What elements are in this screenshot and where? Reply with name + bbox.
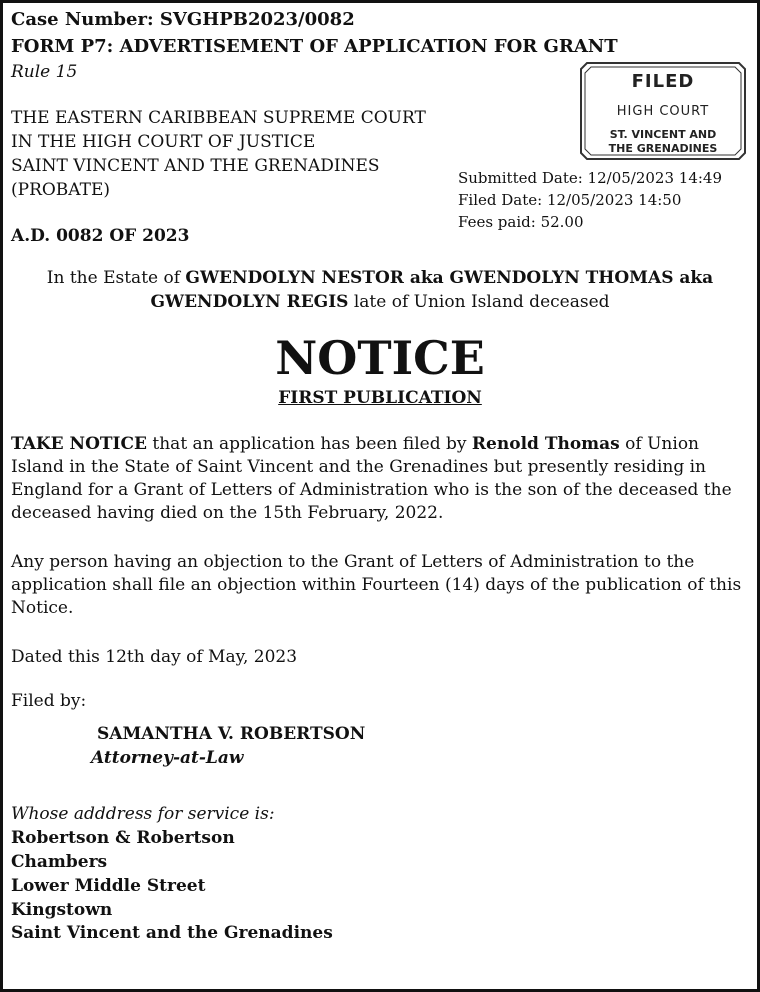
stamp-line-1: HIGH COURT bbox=[616, 104, 710, 119]
stamp-title: FILED bbox=[631, 71, 695, 92]
applicant-name: Renold Thomas bbox=[471, 434, 620, 454]
estate-deceased-name-1: GWENDOLYN NESTOR aka GWENDOLYN THOMAS aka bbox=[185, 268, 714, 288]
stamp-line-2: ST. VINCENT AND bbox=[609, 128, 717, 141]
address-line-3: Lower Middle Street bbox=[11, 876, 206, 896]
address-line-2: Chambers bbox=[11, 852, 108, 872]
attorney-name: SAMANTHA V. ROBERTSON bbox=[97, 724, 366, 744]
filed-date: Filed Date: 12/05/2023 14:50 bbox=[458, 191, 682, 209]
paragraph-1-part-2: of Union Island in the State of Saint Vincent and the Grenadines but presently residing in England for a Grant of Letters of Administration who is the son of the deceased the deceased having died on the 15th February, 2022. bbox=[11, 434, 732, 523]
notice-paragraph-2: Any person having an objection to the Grant of Letters of Administration to the application shall file an objection within Fourteen (14) days of the publication of this Notice. bbox=[11, 552, 742, 618]
take-notice-lead: TAKE NOTICE bbox=[11, 434, 147, 454]
fees-paid: Fees paid: 52.00 bbox=[458, 213, 584, 231]
estate-prefix: In the Estate of bbox=[46, 268, 186, 288]
court-line-3: SAINT VINCENT AND THE GRENADINES bbox=[11, 156, 380, 176]
notice-subtitle: FIRST PUBLICATION bbox=[278, 388, 482, 408]
court-line-2: IN THE HIGH COURT OF JUSTICE bbox=[11, 132, 316, 152]
estate-line-1 bbox=[3, 268, 757, 288]
court-line-1: THE EASTERN CARIBBEAN SUPREME COURT bbox=[11, 108, 426, 128]
filed-stamp bbox=[579, 61, 747, 161]
court-line-4: (PROBATE) bbox=[11, 180, 111, 200]
address-line-5: Saint Vincent and the Grenadines bbox=[11, 923, 333, 943]
form-title: FORM P7: ADVERTISEMENT OF APPLICATION FOR GRANT bbox=[11, 36, 618, 57]
estate-suffix: late of Union Island deceased bbox=[348, 292, 610, 312]
notice-paragraph-1 bbox=[11, 433, 751, 525]
case-number: Case Number: SVGHPB2023/0082 bbox=[11, 9, 355, 30]
attorney-title: Attorney-at-Law bbox=[91, 748, 244, 768]
address-line-4: Kingstown bbox=[11, 900, 113, 920]
stamp-line-3: THE GRENADINES bbox=[608, 142, 718, 155]
estate-line-2 bbox=[3, 292, 757, 312]
submitted-date: Submitted Date: 12/05/2023 14:49 bbox=[458, 169, 723, 187]
rule-reference: Rule 15 bbox=[11, 62, 78, 82]
address-intro: Whose adddress for service is: bbox=[11, 804, 275, 824]
notice-title: NOTICE bbox=[275, 331, 485, 385]
address-line-1: Robertson & Robertson bbox=[11, 828, 235, 848]
filed-by-label: Filed by: bbox=[11, 691, 87, 711]
estate-deceased-name-2: GWENDOLYN REGIS bbox=[150, 292, 349, 312]
paragraph-1-part-1: that an application has been filed by bbox=[147, 434, 472, 454]
dated-line: Dated this 12th day of May, 2023 bbox=[11, 647, 298, 667]
ad-number: A.D. 0082 OF 2023 bbox=[11, 226, 190, 246]
